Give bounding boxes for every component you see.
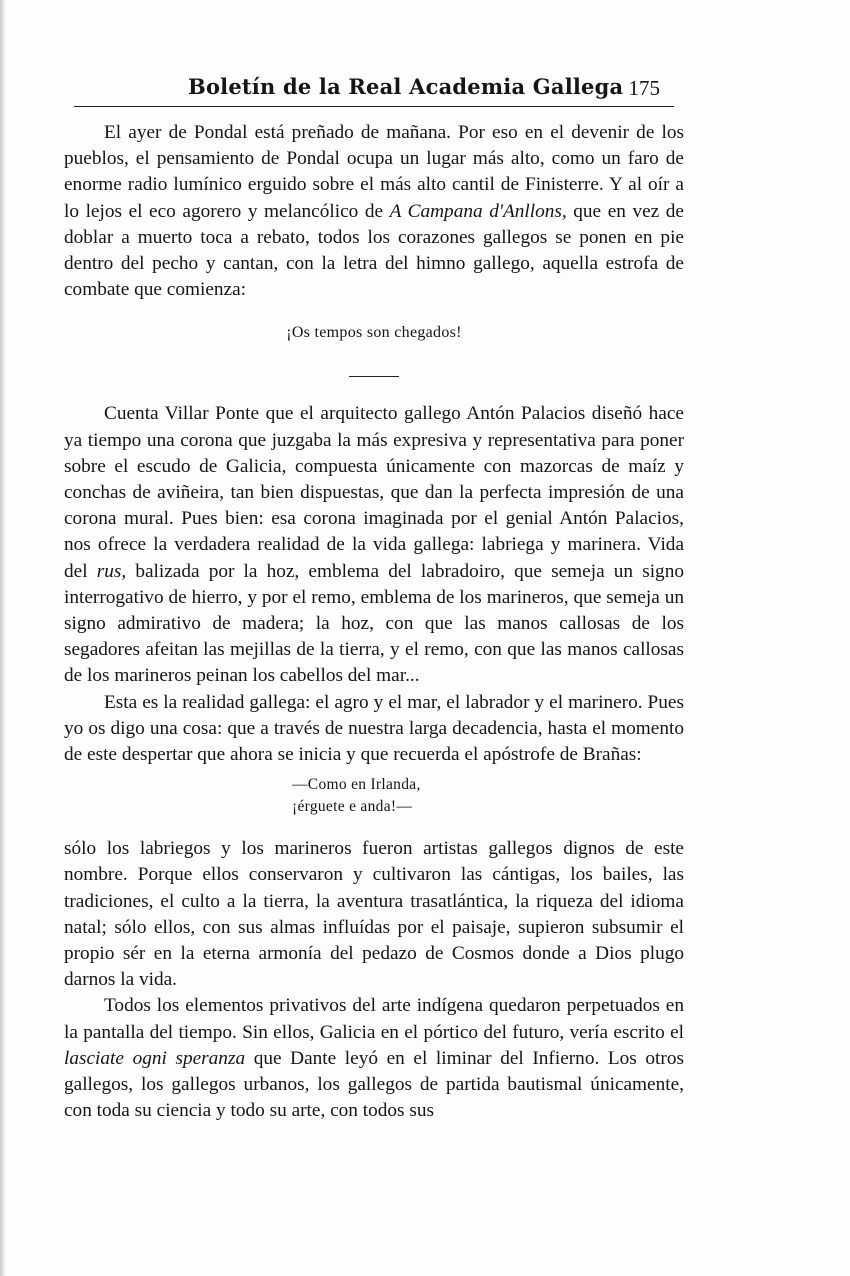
paragraph-4: sólo los labriegos y los marineros fueron artistas gallegos dignos de este nombre. Porque ellos conservaron y cultivaron las cántigas, los bailes, las tradiciones, el culto a la tierra, la aventura trasatlántica, la riqueza del idioma natal; sólo ellos, con sus almas influídas por el paisaje, supieron subsumir el propio sér en la eterna armonía del pedazo de Cosmos donde a Dios plugo darnos la vida. <box>64 838 684 991</box>
work-title: A Campana d'Anllons, <box>389 200 567 222</box>
page-number: 175 <box>628 76 660 100</box>
latin-term: rus, <box>96 560 127 582</box>
section-divider <box>349 376 399 377</box>
paragraph-1: El ayer de Pondal está preñado de mañana. Por eso en el devenir de los pueblos, el pensamiento de Pondal ocupa un lugar más alto, como un faro de enorme radio lumínico erguido sobre el más alto cantil de Finisterre. Y al oír a lo lejos el eco agorero y melancólico de A Campana d'Anllons, que en vez de doblar a muerto toca a rebato, todos los corazones gallegos se ponen en pie dentro del pecho y cantan, con la letra del himno gallego, aquella estrofa de combate que comienza: <box>64 122 684 301</box>
paragraph-2: Cuenta Villar Ponte que el arquitecto gallego Antón Palacios diseñó hace ya tiempo una corona que juzgaba la más expresiva y representativa para poner sobre el escudo de Galicia, compuesta únicamente con mazorcas de maíz y conchas de aviñeira, tan bien dispuestas, que dan la perfecta impresión de una corona mural. Pues bien: esa corona imaginada por el genial Antón Palacios, nos ofrece la verdadera realidad de la vida gallega: labriega y marinera. Vida del rus, balizada por la hoz, emblema del labradoiro, que semeja un signo interrogativo de hierro, y por el remo, emblema de los marineros, que semeja un signo admirativo de madera; la hoz, con que las manos callosas de los segadores afeitan las mejillas de la tierra, y el remo, con que las manos callosas de los marineros peinan los cabellos del mar... <box>64 403 684 687</box>
verse-line-2: ¡érguete e anda!— <box>292 798 413 816</box>
running-header <box>74 72 674 107</box>
verse-quote <box>292 774 684 818</box>
document-body <box>64 120 684 1125</box>
paragraph-3: Esta es la realidad gallega: el agro y el mar, el labrador y el marinero. Pues yo os digo una cosa: que a través de nuestra larga decadencia, hasta el momento de este despertar que ahora se inicia y que recuerda el apóstrofe de Brañas: <box>64 691 684 766</box>
paragraph-5: Todos los elementos privativos del arte indígena quedaron perpetuados en la pantalla del tiempo. Sin ellos, Galicia en el pórtico del futuro, vería escrito el lasciate ogni speranza que Dante leyó en el liminar del Infierno. Los otros gallegos, los gallegos urbanos, los gallegos de partida bautismal únicamente, con toda su ciencia y todo su arte, con todos sus <box>64 995 684 1122</box>
journal-title: Boletín de la Real Academia Gallega <box>188 74 624 99</box>
verse-line-1: —Como en Irlanda, <box>292 776 421 794</box>
italian-quote: lasciate ogni speranza <box>64 1047 246 1069</box>
quoted-line: ¡Os tempos son chegados! <box>286 324 462 342</box>
